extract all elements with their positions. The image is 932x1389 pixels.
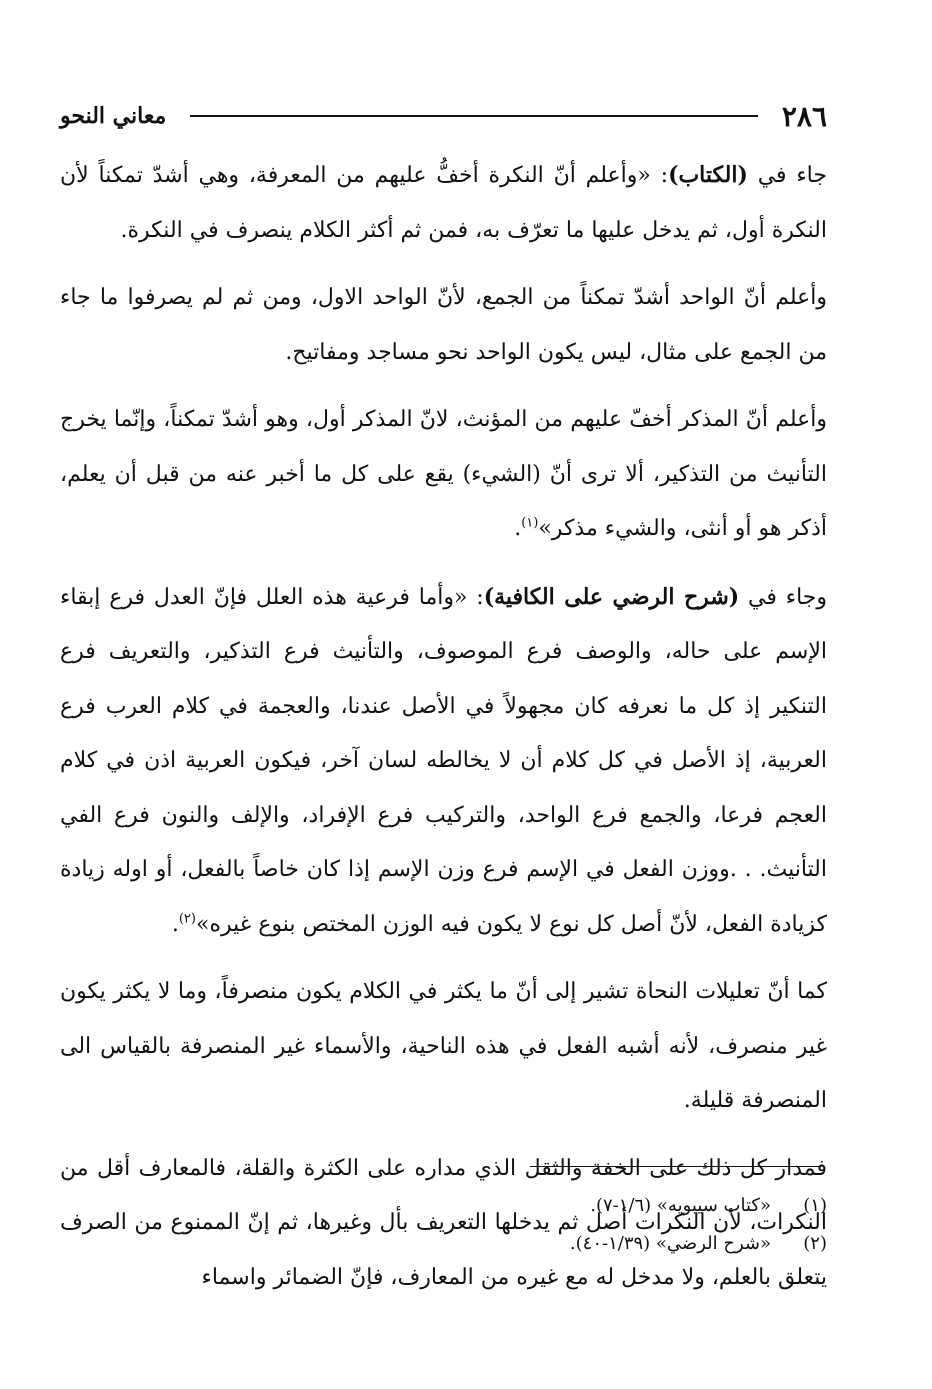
paragraph-text: وأعلم أنّ المذكر أخفّ عليهم من المؤنث، لانّ المذكر أول، وهو أشدّ تمكناً، وإنّما يخرج التأنيث من التذكير، ألا ترى أنّ (الشيء) يقع على كل ما أخبر عنه من قبل أن يعلم، أذكر هو أو أنثى، والشيء مذكر»	[60, 407, 827, 541]
page-number: ٢٨٦	[781, 99, 827, 133]
body-text	[60, 148, 827, 1318]
paragraph-text: : «وأعلم أنّ النكرة أخفُّ عليهم من المعرفة، وهي أشدّ تمكناً لأن النكرة أول، ثم يدخل عليها ما تعرّف به، فمن ثم أكثر الكلام ينصرف في النكرة.	[60, 163, 827, 243]
source-title: (شرح الرضي على الكافية)	[483, 583, 740, 610]
header-rule	[190, 115, 758, 117]
paragraph-text: : «وأما فرعية هذه العلل فإنّ العدل فرع إبقاء الإسم على حاله، والوصف فرع الموصوف، والتأنيث فرع التذكير، والتعريف فرع التنكير إذ كل ما نعرفه كان مجهولاً في الأصل عندنا، والعجمة في كلام العرب فرع العربية، إذ الأصل في كل كلام أن لا يخالطه لسان آخر، فيكون العربية اذن في كلام العجم فرعا، والجمع فرع الواحد، والتركيب فرع الإفراد، والإلف والنون فرع الفي التأنيث. . .ووزن الفعل في الإسم فرع وزن الإسم إذا كان خاصاً بالفعل، أو اوله زيادة كزيادة الفعل، لأنّ أصل كل نوع لا يكون فيه الوزن المختص بنوع غيره»	[60, 584, 827, 937]
footnote-ref-1: (١)	[521, 515, 539, 531]
paragraph-end: .	[171, 911, 179, 937]
footnote-text: «كتاب سيبويه» (١/٦-٧).	[590, 1195, 771, 1216]
paragraph-4	[60, 570, 827, 953]
running-title: معاني النحو	[60, 103, 167, 129]
paragraph-1	[60, 148, 827, 258]
footnote-1	[60, 1187, 827, 1225]
footnote-2	[60, 1225, 827, 1263]
footnote-ref-2: (٢)	[178, 911, 196, 927]
paragraph-text: كما أنّ تعليلات النحاة تشير إلى أنّ ما يكثر في الكلام يكون منصرفاً، وما لا يكثر يكون غير منصرف، لأنه أشبه الفعل في هذه الناحية، والأسماء غير المنصرفة بالقياس الى المنصرفة قليلة.	[60, 979, 827, 1113]
paragraph-text: وأعلم أنّ الواحد أشدّ تمكناً من الجمع، لأنّ الواحد الاول، ومن ثم لم يصرفوا ما جاء من الجمع على مثال، ليس يكون الواحد نحو مساجد ومفاتيح.	[60, 285, 827, 365]
paragraph-end: .	[514, 516, 522, 541]
footnote-text: «شرح الرضي» (١/٣٩-٤٠).	[569, 1233, 771, 1254]
source-title: (الكتاب)	[668, 162, 748, 188]
page-header	[60, 96, 827, 136]
footnote-number: (١)	[803, 1195, 827, 1216]
footnotes	[60, 1187, 827, 1263]
paragraph-intro: وجاء في	[739, 584, 827, 610]
footnote-number: (٢)	[803, 1233, 827, 1254]
footnote-separator	[530, 1166, 820, 1167]
paragraph-2	[60, 271, 827, 380]
paragraph-text: فمدار كل ذلك على الخفة والثقل الذي مداره على الكثرة والقلة، فالمعارف أقل من النكرات، لأن النكرات أصل ثم يدخلها التعريف بأل وغيرها، ثم إنّ الممنوع من الصرف يتعلق بالعلم، ولا مدخل له مع غيره من المعارف، فإنّ الضمائر واسماء	[60, 1155, 827, 1290]
paragraph-3	[60, 393, 827, 557]
paragraph-intro: جاء في	[747, 163, 827, 188]
paragraph-5	[60, 965, 827, 1129]
